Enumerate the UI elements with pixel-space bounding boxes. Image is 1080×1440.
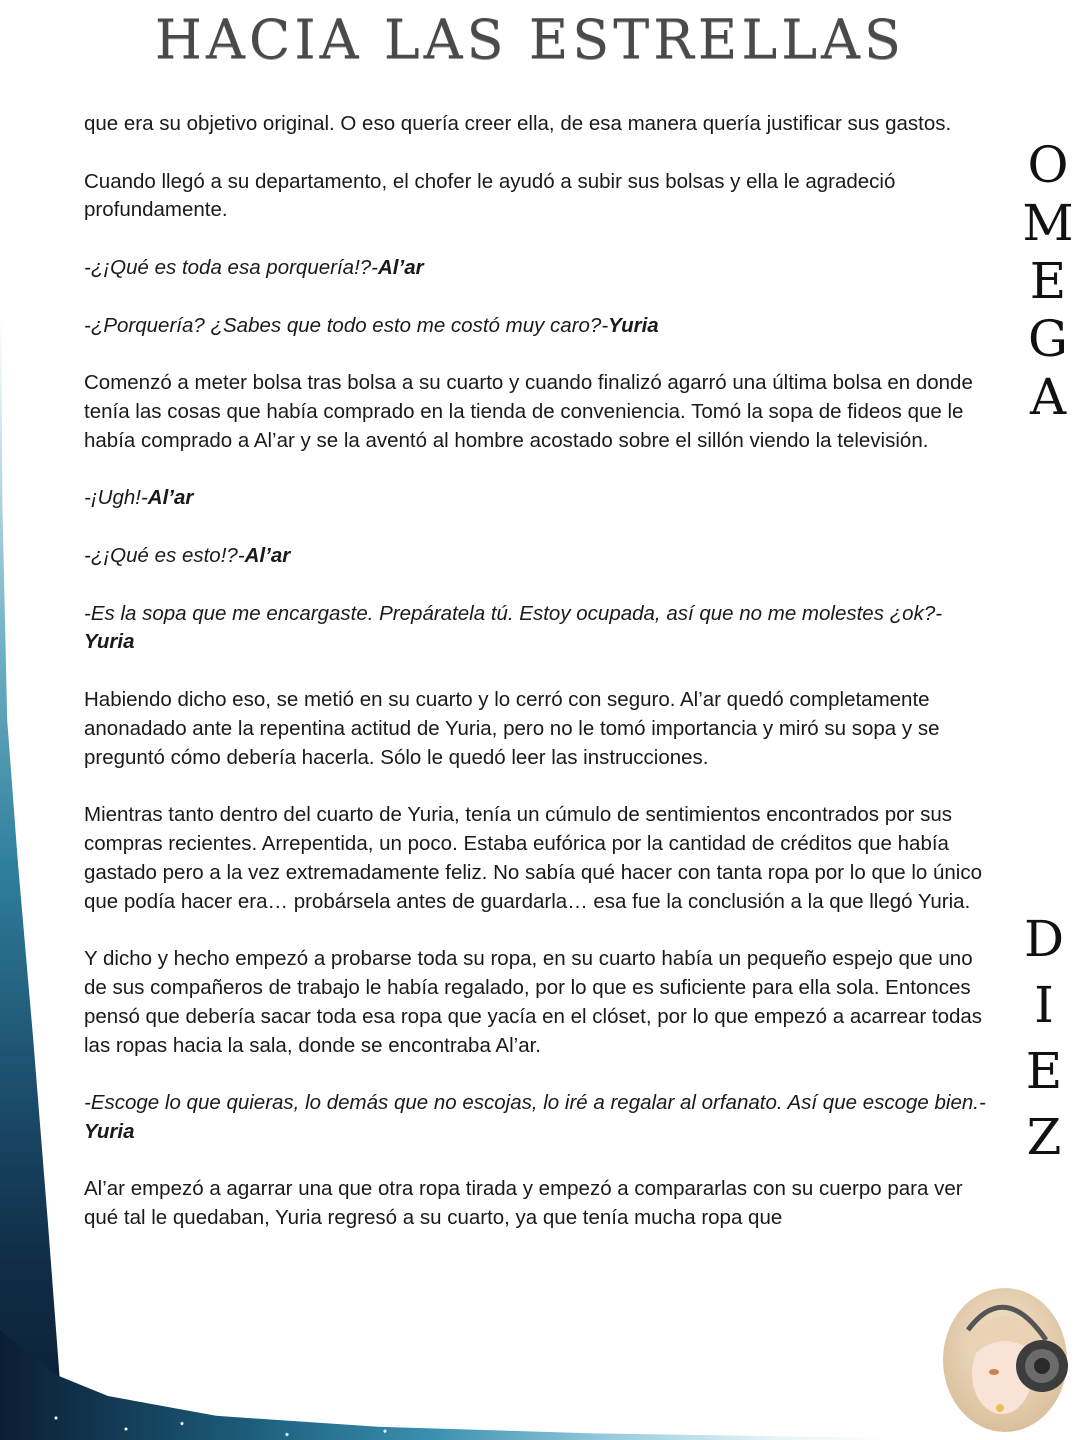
side-vertical-word-diez	[1014, 906, 1074, 1170]
dialog-line	[84, 1089, 989, 1147]
speaker-name: Yuria	[608, 313, 659, 337]
side-letter: E	[1025, 1042, 1063, 1100]
page-title: HACIA LAS ESTRELLAS	[154, 8, 906, 71]
dialog-text: -Escoge lo que quieras, lo demás que no escojas, lo iré a regalar al orfanato. Así que escoge bien.-	[84, 1091, 986, 1115]
story-text	[84, 110, 989, 1262]
side-letter: G	[1028, 310, 1068, 368]
speaker-name: Yuria	[84, 630, 135, 654]
dialog-text: -¡Ugh!-	[84, 486, 148, 510]
paragraph: Habiendo dicho eso, se metió en su cuarto y lo cerró con seguro. Al’ar quedó completamente anonadado ante la repentina actitud de Yuria, pero no le tomó importancia y miró su sopa y se preguntó cómo debería hacerla. Sólo le quedó leer las instrucciones.	[84, 687, 940, 769]
side-letter: D	[1023, 910, 1065, 968]
side-letter: E	[1029, 252, 1067, 310]
paragraph: Al’ar empezó a agarrar una que otra ropa tirada y empezó a compararlas con su cuerpo para ver qué tal le quedaban, Yuria regresó a su cuarto, ya que tenía mucha ropa que	[84, 1177, 963, 1230]
paragraph: Mientras tanto dentro del cuarto de Yuria, tenía un cúmulo de sentimientos encontrados por sus compras recientes. Arrepentida, un poco. Estaba eufórica por la cantidad de créditos que había gastado pero a la vez extremadamente feliz. No sabía qué hacer con tanta ropa por lo que lo único que podía hacer era… probársela antes de guardarla… esa fue la conclusión a la que llegó Yuria.	[84, 803, 983, 913]
dialog-line	[84, 600, 989, 658]
avatar-illustration	[938, 1286, 1072, 1434]
paragraph: Comenzó a meter bolsa tras bolsa a su cuarto y cuando finalizó agarró una última bolsa en donde tenía las cosas que había comprado en la tienda de conveniencia. Tomó la sopa de fideos que le había comprado a Al’ar y se la aventó al hombre acostado sobre el sillón viendo la televisión.	[84, 371, 973, 452]
dialog-text: -Es la sopa que me encargaste. Prepáratela tú. Estoy ocupada, así que no me molestes ¿ok?-	[84, 601, 943, 625]
stars-decoration	[0, 1330, 700, 1440]
dialog-line	[84, 254, 989, 283]
side-letter: M	[1022, 194, 1074, 252]
paragraph: Cuando llegó a su departamento, el chofer le ayudó a subir sus bolsas y ella le agradeció profundamente.	[84, 169, 896, 222]
paragraph: que era su objetivo original. O eso quería creer ella, de esa manera quería justificar sus gastos.	[84, 112, 952, 135]
space-background-left	[0, 0, 60, 1440]
dialog-text: -¿¡Qué es esto!?-	[84, 543, 245, 567]
side-letter: A	[1029, 368, 1067, 426]
speaker-name: Al’ar	[378, 255, 424, 279]
speaker-name: Al’ar	[147, 486, 194, 510]
side-letter: O	[1027, 136, 1069, 194]
speaker-name: Yuria	[84, 1119, 135, 1143]
dialog-text: -¿¡Qué es toda esa porquería!?-	[84, 255, 378, 279]
side-letter: Z	[1026, 1108, 1062, 1166]
side-vertical-word-omega	[1018, 136, 1078, 426]
dialog-text: -¿Porquería? ¿Sabes que todo esto me costó muy caro?-	[84, 313, 609, 337]
dialog-line	[84, 484, 989, 513]
dialog-line	[84, 312, 989, 341]
paragraph: Y dicho y hecho empezó a probarse toda su ropa, en su cuarto había un pequeño espejo que uno de sus compañeros de trabajo le había regalado, por lo que es suficiente para ella sola. Entonces pensó que debería sacar toda esa ropa que yacía en el clóset, por lo que empezó a acarrear todas las ropas hacia la sala, donde se encontraba Al’ar.	[84, 947, 983, 1057]
dialog-line	[84, 542, 989, 571]
side-letter: I	[1034, 976, 1054, 1034]
speaker-name: Al’ar	[244, 543, 291, 567]
